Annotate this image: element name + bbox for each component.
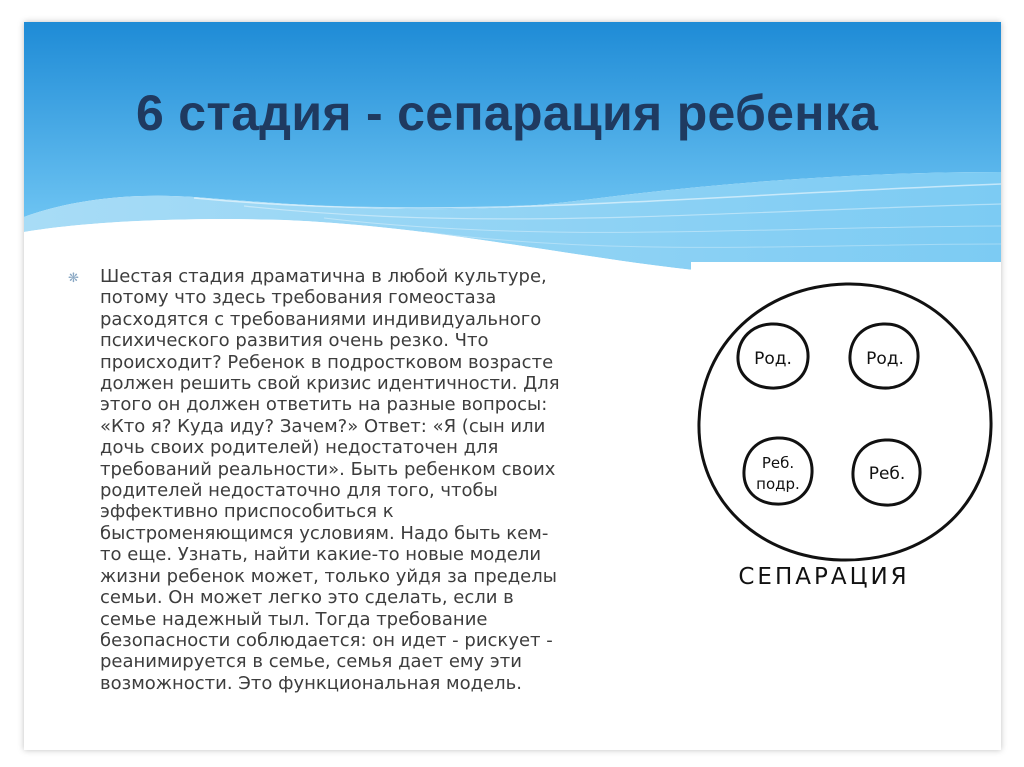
separation-diagram (691, 262, 1001, 592)
body-text: Шестая стадия драматична в любой культуре, потому что здесь требования гомеостаза расходятся с требованиями индивидуального психического развития очень резко. Что происходит? Ребенок в подростковом возрасте должен решить свой кризис идентичности. Для этого он должен ответить на разные вопросы: «Кто я? Куда иду? Зачем?» Ответ: «Я (сын или дочь своих родителей) недостаточен для требований реальности». Быть ребенком своих родителей недостаточно для того, чтобы эффективно приспособиться к быстроменяющимся условиям. Надо быть кем- то еще. Узнать, найти какие-то новые модели жизни ребенок может, только уйдя за пределы семьи. Он может легко это сделать, если в семье надежный тыл. Тогда требование безопасности соблюдается: он идет - рискует - реанимируется в семье, семья дает ему эти возможности. Это функциональная модель. (100, 266, 560, 694)
circle-child-teen-label-1: Реб. (761, 454, 795, 472)
slide (24, 22, 1001, 750)
bullet-icon: ❋ (68, 270, 79, 285)
circle-child-label: Реб. (868, 464, 906, 484)
diagram-caption: СЕПАРАЦИЯ (738, 564, 910, 590)
header-wave-background (24, 22, 1001, 302)
circle-child-teen-label-2: подр. (756, 475, 800, 493)
circle-parent-1-label: Род. (754, 349, 792, 369)
circle-parent-2-label: Род. (866, 349, 904, 369)
slide-title: 6 стадия - сепарация ребенка (136, 85, 879, 141)
